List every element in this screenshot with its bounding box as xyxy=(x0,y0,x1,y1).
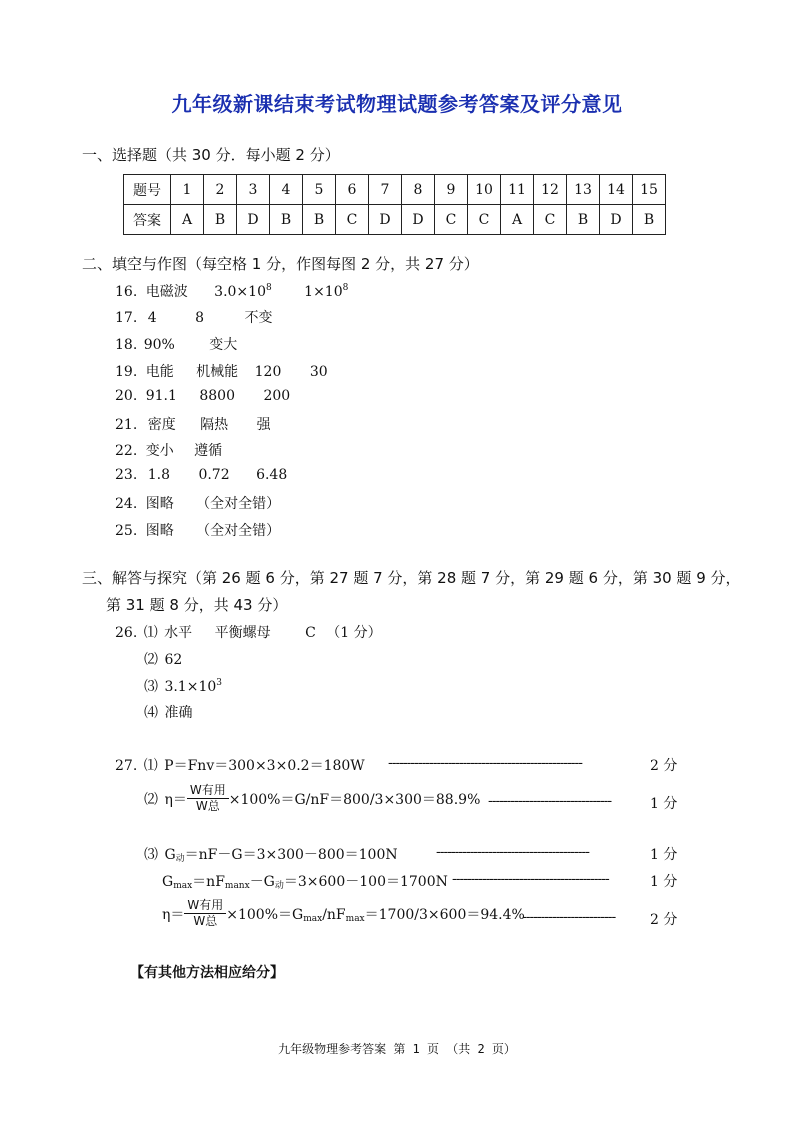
answer-27-3-line-3 xyxy=(162,898,525,929)
answer-27-3-line-1 xyxy=(144,844,398,864)
table-cell: 7 xyxy=(369,175,402,205)
table-cell: 5 xyxy=(303,175,336,205)
answer-value: 变大 xyxy=(209,337,238,353)
formula: P＝Fnv＝300×3×0.2＝180W xyxy=(164,758,365,774)
answer-value: 电磁波 xyxy=(145,284,188,300)
score-mark: 2 分 xyxy=(650,758,678,774)
table-header-question: 题号 xyxy=(124,175,171,205)
question-number: 18. xyxy=(115,337,138,353)
answer-value: 平衡螺母 xyxy=(214,625,271,641)
answer-value: 8800 xyxy=(199,388,235,404)
table-cell: 13 xyxy=(567,175,600,205)
answer-value: 91.1 xyxy=(145,388,177,404)
score-dashes: ------------------------- xyxy=(522,909,616,925)
answer-value: （全对全错） xyxy=(196,523,281,539)
table-cell: 10 xyxy=(468,175,501,205)
answer-value: 3.1×103 xyxy=(164,678,222,695)
answer-26-2 xyxy=(144,649,182,669)
answer-value: 密度 xyxy=(147,417,176,433)
table-cell: B xyxy=(303,205,336,235)
score-dashes: ------------------------------------------ xyxy=(452,871,609,887)
question-number: 25. xyxy=(115,523,138,539)
table-cell: D xyxy=(600,205,633,235)
table-cell: 9 xyxy=(435,175,468,205)
answer-value: 强 xyxy=(256,417,271,433)
question-number: 19. xyxy=(115,364,138,380)
table-cell: D xyxy=(402,205,435,235)
table-cell: B xyxy=(567,205,600,235)
answer-value: 不变 xyxy=(244,310,273,326)
answer-27-3-line-2 xyxy=(162,871,448,891)
answer-table xyxy=(123,174,666,235)
question-number: 21. xyxy=(115,417,138,433)
answer-value: 30 xyxy=(309,364,328,380)
page-footer: 九年级物理参考答案 第 1 页 （共 2 页） xyxy=(278,1042,516,1056)
question-number: 23. xyxy=(115,467,138,483)
question-number: 24. xyxy=(115,496,138,512)
section-2-heading: 二、填空与作图（每空格 1 分，作图每图 2 分，共 27 分） xyxy=(82,255,479,273)
answer-20 xyxy=(115,388,290,404)
table-cell: 2 xyxy=(204,175,237,205)
score-mark: 1 分 xyxy=(650,874,678,890)
table-cell: 14 xyxy=(600,175,633,205)
answer-value: 水平 xyxy=(164,625,193,641)
formula-lhs: η＝ xyxy=(164,791,187,808)
section-3-heading: 三、解答与探究（第 26 题 6 分，第 27 题 7 分，第 28 题 7 分，第 29 题 6 分，第 30 题 9 分， xyxy=(82,569,741,587)
formula: Gmax＝nFmanx－G动＝3×600－100＝1700N xyxy=(162,874,448,891)
answer-value: 隔热 xyxy=(200,417,229,433)
section-3-heading-cont: 第 31 题 8 分，共 43 分） xyxy=(106,596,288,614)
table-cell: 12 xyxy=(534,175,567,205)
table-row-answers xyxy=(124,205,666,235)
fraction xyxy=(187,783,229,814)
answer-value: 机械能 xyxy=(196,364,239,380)
part-marker: ⑴ xyxy=(143,758,158,774)
grading-note: 【有其他方法相应给分】 xyxy=(130,965,284,981)
part-marker: ⑶ xyxy=(144,847,158,863)
part-marker: ⑴ xyxy=(143,625,158,641)
table-cell: 15 xyxy=(633,175,666,205)
answer-value: 1.8 xyxy=(147,467,170,483)
answer-value: 变小 xyxy=(145,443,174,459)
score-mark: 1 分 xyxy=(650,847,678,863)
answer-23 xyxy=(115,467,287,483)
formula-lhs: η＝ xyxy=(162,906,185,923)
table-cell: C xyxy=(435,205,468,235)
fraction-numerator: W有用 xyxy=(184,898,226,914)
table-cell: B xyxy=(204,205,237,235)
answer-24 xyxy=(115,493,280,513)
section-1-heading: 一、选择题（共 30 分．每小题 2 分） xyxy=(82,146,340,164)
answer-16 xyxy=(115,281,348,301)
answer-value: 200 xyxy=(263,388,291,404)
score-note: （1 分） xyxy=(326,625,382,641)
answer-value: 图略 xyxy=(145,523,174,539)
page-title: 九年级新课结束考试物理试题参考答案及评分意见 xyxy=(171,92,623,116)
fraction-numerator: W有用 xyxy=(187,783,229,799)
table-cell: 4 xyxy=(270,175,303,205)
question-number: 20. xyxy=(115,388,138,404)
answer-27-2 xyxy=(144,783,480,814)
answer-26-3 xyxy=(144,676,222,696)
answer-value: 62 xyxy=(164,652,183,668)
question-number: 27. xyxy=(115,758,138,774)
table-cell: A xyxy=(171,205,204,235)
answer-26-1 xyxy=(115,622,382,642)
score-dashes: ----------------------------------------- xyxy=(436,844,589,860)
table-cell: B xyxy=(270,205,303,235)
answer-21 xyxy=(115,414,271,434)
fraction-denominator: W总 xyxy=(193,914,218,928)
table-cell: 11 xyxy=(501,175,534,205)
formula: G动＝nF－G＝3×300－800＝100N xyxy=(164,847,398,864)
question-number: 26. xyxy=(115,625,138,641)
table-cell: C xyxy=(534,205,567,235)
table-row-numbers xyxy=(124,175,666,205)
score-mark: 2 分 xyxy=(650,912,678,928)
part-marker: ⑷ xyxy=(144,705,158,721)
table-header-answer: 答案 xyxy=(124,205,171,235)
table-cell: A xyxy=(501,205,534,235)
answer-value: 准确 xyxy=(164,705,193,721)
answer-value: C xyxy=(305,625,316,641)
answer-19 xyxy=(115,361,328,381)
answer-22 xyxy=(115,440,222,460)
table-cell: 1 xyxy=(171,175,204,205)
answer-18 xyxy=(115,334,237,354)
answer-value: 图略 xyxy=(145,496,174,512)
answer-value: 3.0×108 xyxy=(214,283,272,300)
part-marker: ⑵ xyxy=(144,791,158,808)
fraction-denominator: W总 xyxy=(195,799,220,813)
table-cell: C xyxy=(468,205,501,235)
answer-value: 0.72 xyxy=(198,467,230,483)
fraction xyxy=(184,898,226,929)
formula: ×100%＝G/nF＝800/3×300＝88.9% xyxy=(228,791,481,808)
answer-17 xyxy=(115,307,272,327)
score-dashes: --------------------------------- xyxy=(488,793,612,809)
answer-25 xyxy=(115,520,280,540)
score-mark: 1 分 xyxy=(650,796,678,812)
table-cell: D xyxy=(369,205,402,235)
question-number: 17. xyxy=(115,310,138,326)
question-number: 16. xyxy=(115,284,138,300)
table-cell: C xyxy=(336,205,369,235)
table-cell: B xyxy=(633,205,666,235)
answer-value: 1×108 xyxy=(304,283,349,300)
score-dashes: ---------------------------------------------------- xyxy=(388,755,582,771)
table-cell: 3 xyxy=(237,175,270,205)
answer-value: 4 xyxy=(147,310,157,326)
question-number: 22. xyxy=(115,443,138,459)
table-cell: 8 xyxy=(402,175,435,205)
answer-27-1 xyxy=(115,755,365,775)
answer-value: 电能 xyxy=(145,364,174,380)
part-marker: ⑶ xyxy=(144,679,158,695)
formula: ×100%＝Gmax/nFmax＝1700/3×600＝94.4% xyxy=(226,906,525,924)
answer-value: （全对全错） xyxy=(196,496,281,512)
answer-value: 6.48 xyxy=(256,467,288,483)
answer-value: 120 xyxy=(254,364,282,380)
answer-value: 8 xyxy=(195,310,205,326)
part-marker: ⑵ xyxy=(144,652,158,668)
table-cell: 6 xyxy=(336,175,369,205)
answer-value: 遵循 xyxy=(194,443,223,459)
table-cell: D xyxy=(237,205,270,235)
answer-26-4 xyxy=(144,702,192,722)
answer-value: 90% xyxy=(143,337,175,353)
